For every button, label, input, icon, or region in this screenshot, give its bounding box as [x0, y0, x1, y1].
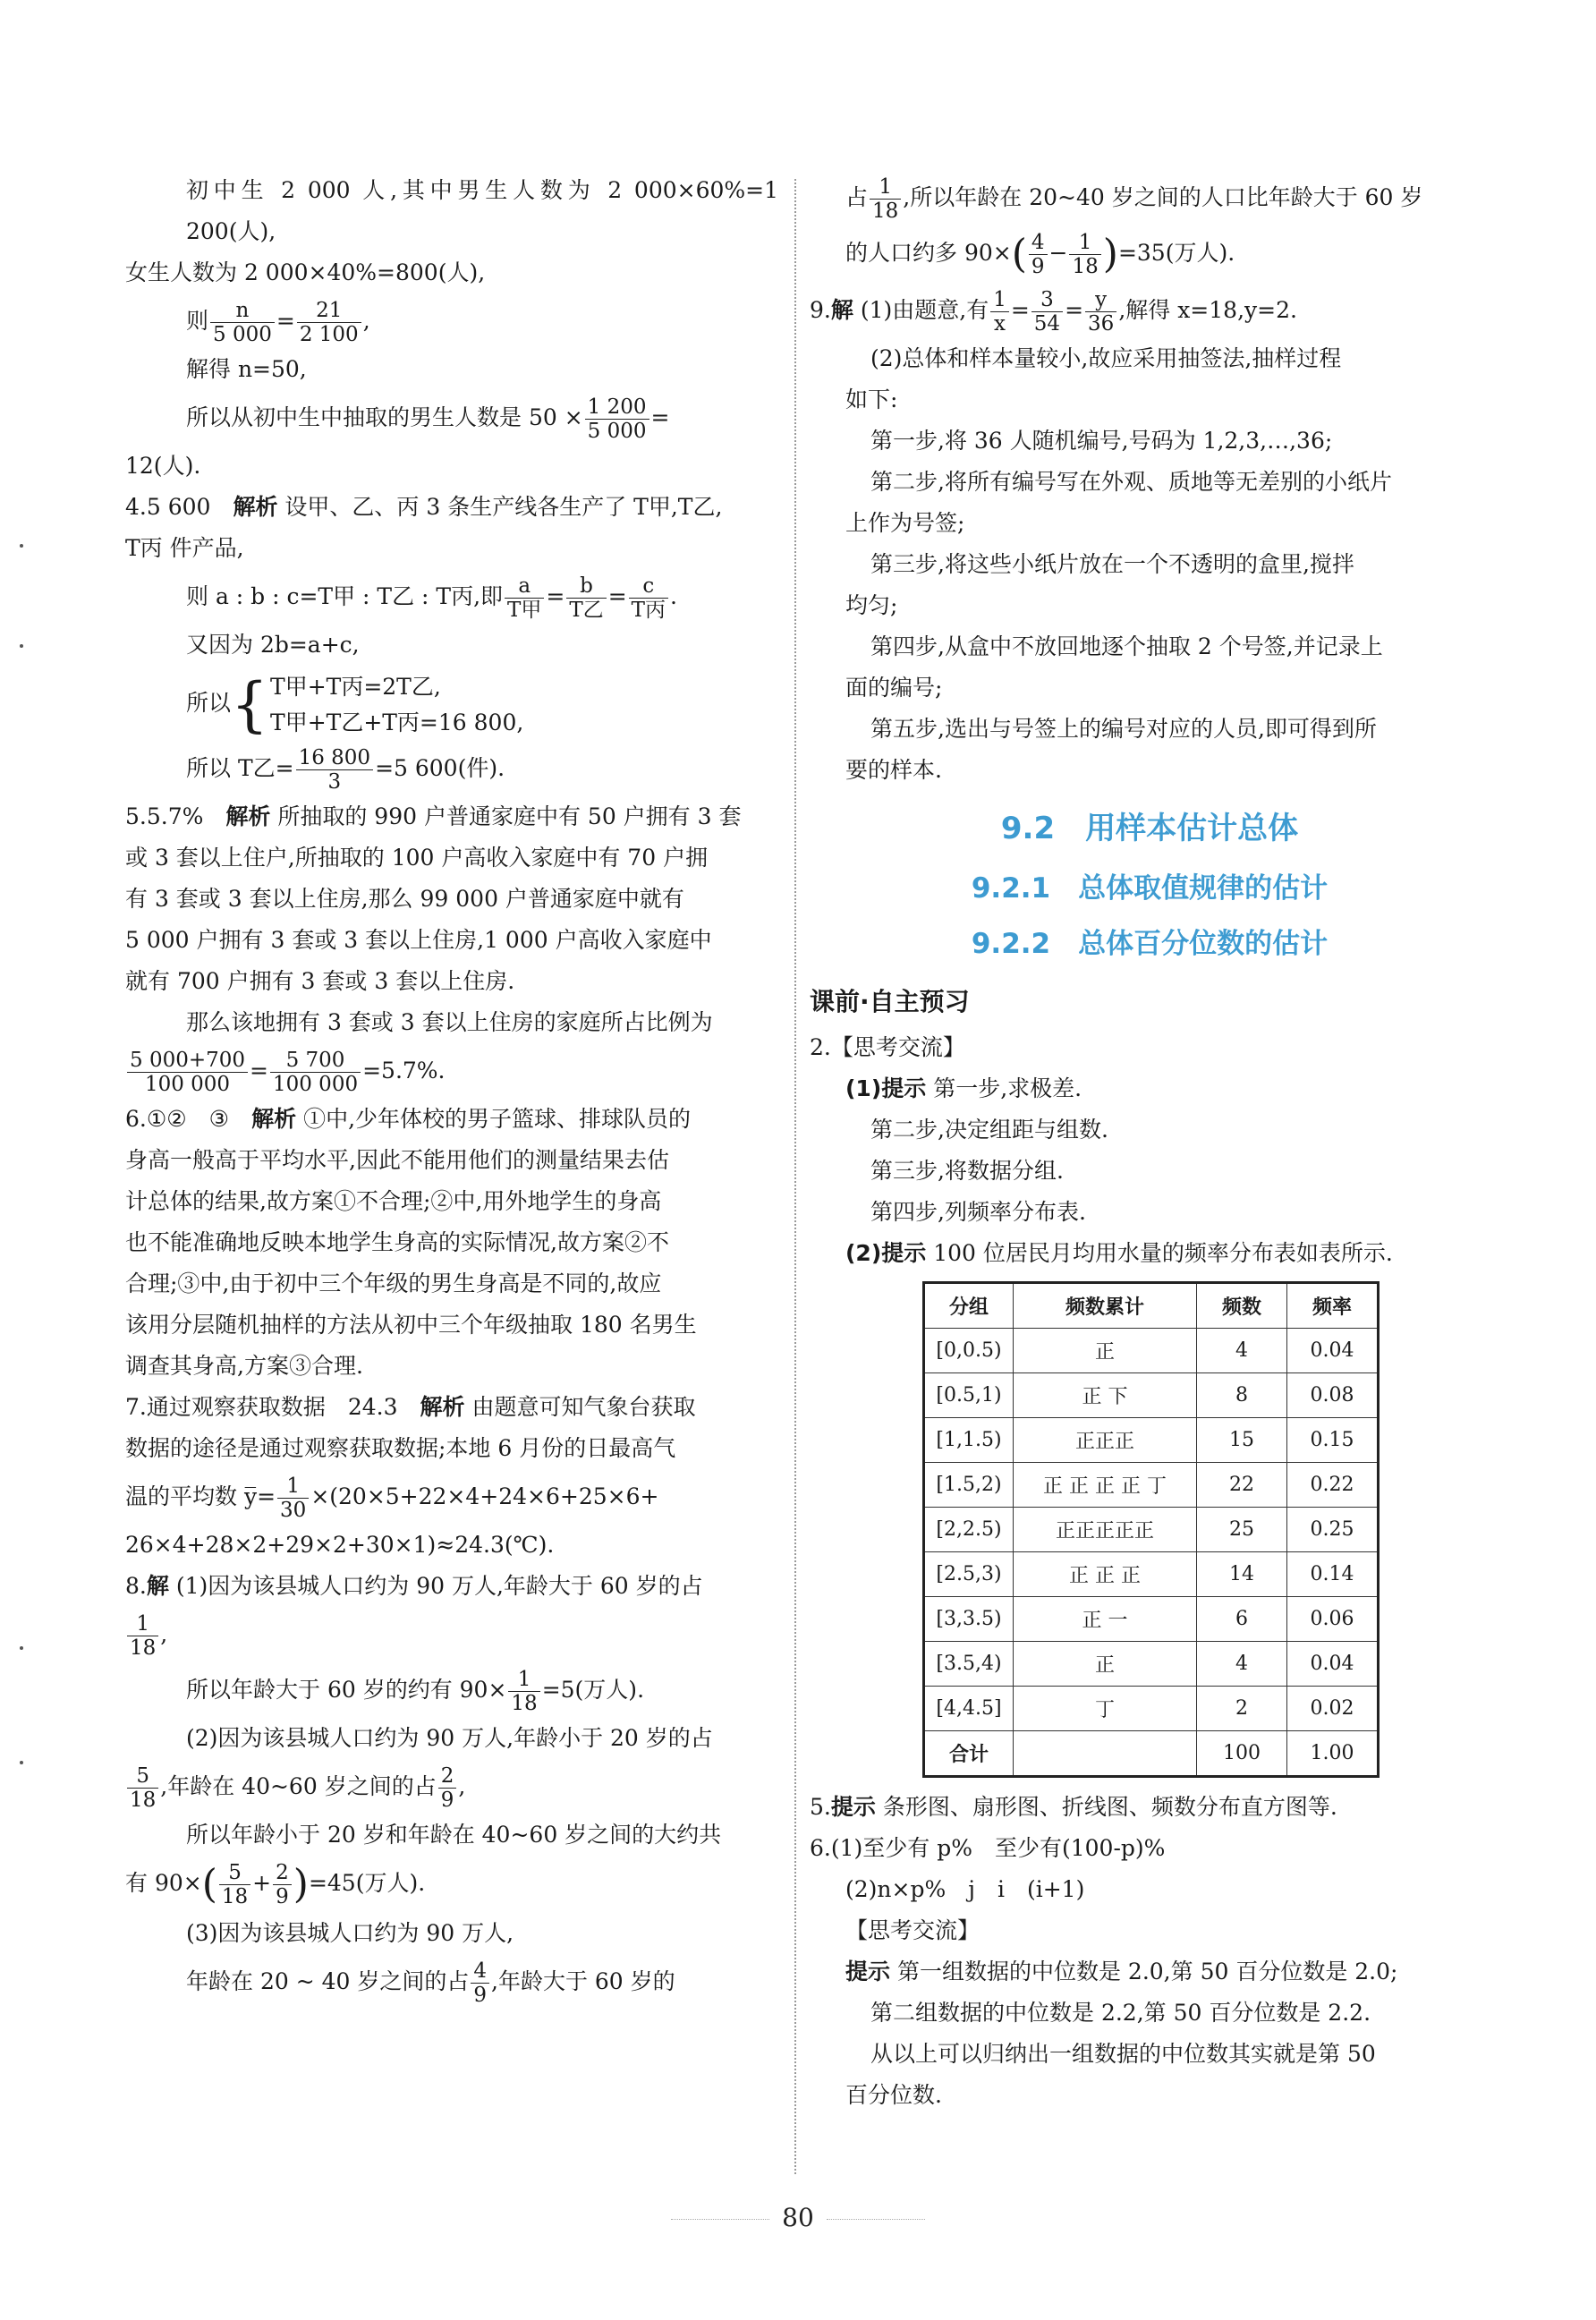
section-title-9-2-2: 9.2.2 总体百分位数的估计: [971, 927, 1329, 960]
tally-cell: 正 正 正: [1014, 1551, 1197, 1596]
table-row: [924, 1372, 1379, 1417]
column-divider: [794, 179, 796, 2174]
text-line: 6.(1)至少有 p% 至少有(100-p)%: [810, 1834, 1166, 1861]
count-cell: 100: [1197, 1730, 1287, 1776]
group-cell: [3.5,4): [924, 1641, 1014, 1686]
table-row: [924, 1641, 1379, 1686]
text-line: 第五步,选出与号签上的编号对应的人员,即可得到所: [870, 715, 1377, 742]
question-6: 6.①② ③ 解析 ①中,少年体校的男子篮球、排球队员的: [125, 1106, 692, 1132]
text-line: 解得 n=50,: [186, 356, 307, 382]
text-line: 面的编号;: [845, 674, 943, 701]
equation-line: 所以从初中生中抽取的男生人数是 50 × $\frac{1 200}{5 000}$ =: [186, 395, 670, 443]
text-line: 第三步,将数据分组.: [870, 1157, 1064, 1184]
count-cell: 14: [1197, 1551, 1287, 1596]
table-row: [924, 1551, 1379, 1596]
group-cell: [1.5,2): [924, 1462, 1014, 1507]
text-line: 第二步,决定组距与组数.: [870, 1116, 1108, 1143]
equation-line: 则 a : b : c=T甲 : T乙 : T丙,即 $\frac{a}{\text{T甲}}$ = $\frac{b}{\text{T乙}}$ = $\frac{c}{\text{T丙}}$ .: [186, 574, 677, 622]
margin-mark: [20, 1761, 23, 1764]
group-cell: [0.5,1): [924, 1372, 1014, 1417]
text-line: (3)因为该县城人口约为 90 万人,: [186, 1919, 514, 1946]
group-cell: [2,2.5): [924, 1507, 1014, 1551]
text-line: 12(人).: [125, 453, 201, 479]
table-header: 频数累计: [1014, 1282, 1197, 1328]
left-column: [125, 170, 778, 2010]
text-line: 从以上可以归纳出一组数据的中位数其实就是第 50: [870, 2040, 1376, 2067]
margin-mark: [20, 544, 23, 548]
equation-line: $\frac{5 000+700}{100 000}$ = $\frac{5 700}{100 000}$ =5.7%.: [125, 1043, 778, 1099]
question-5: 5.5.7% 解析 所抽取的 990 户普通家庭中有 50 户拥有 3 套: [125, 803, 742, 829]
text-line: 身高一般高于平均水平,因此不能用他们的测量结果去估: [125, 1147, 669, 1173]
frequency-table: [922, 1281, 1380, 1778]
group-cell: [4,4.5]: [924, 1686, 1014, 1730]
text-line: 如下:: [845, 386, 898, 412]
frequency-cell: 0.22: [1287, 1462, 1379, 1507]
table-header: 频率: [1287, 1282, 1379, 1328]
equation-system: 所以{ T甲+T丙=2T乙, T甲+T乙+T丙=16 800,: [186, 669, 524, 739]
text-line: (2)总体和样本量较小,故应采用抽签法,抽样过程: [870, 344, 1342, 371]
equation-line: $\frac{5}{18}$ ,年龄在 40~60 岁之间的占 $\frac{2}{9}$ ,: [125, 1759, 778, 1814]
table-row: [924, 1686, 1379, 1730]
text-line: 第二组数据的中位数是 2.2,第 50 百分位数是 2.2.: [870, 1999, 1371, 2026]
text-line: 合理;③中,由于初中三个年级的男生身高是不同的,故应: [125, 1270, 662, 1296]
section-title-9-2: 9.2 用样本估计总体: [1000, 810, 1299, 846]
equation-line: 则 $\frac{n}{5 000}$ = $\frac{21}{2 100}$ ,: [186, 299, 370, 346]
text-line: 均匀;: [845, 591, 898, 618]
group-cell: [1,1.5): [924, 1417, 1014, 1462]
text-line: 第一步,将 36 人随机编号,号码为 1,2,3,…,36;: [870, 427, 1333, 454]
tally-cell: 正 正 正 正 丁: [1014, 1462, 1197, 1507]
table-row: [924, 1596, 1379, 1641]
count-cell: 4: [1197, 1641, 1287, 1686]
count-cell: 15: [1197, 1417, 1287, 1462]
frequency-cell: 0.14: [1287, 1551, 1379, 1596]
page-number: 80: [0, 2203, 1596, 2232]
frequency-cell: 0.25: [1287, 1507, 1379, 1551]
text-line: 要的样本.: [845, 756, 942, 783]
equation-line: 占 $\frac{1}{18}$ ,所以年龄在 20~40 岁之间的人口比年龄大于 60 岁: [845, 175, 1423, 223]
section-title-9-2-1: 9.2.1 总体取值规律的估计: [971, 871, 1329, 905]
question-4: 4.5 600 解析 设甲、乙、丙 3 条生产线各生产了 T甲,T乙,: [125, 494, 723, 520]
count-cell: 6: [1197, 1596, 1287, 1641]
tally-cell: 丁: [1014, 1686, 1197, 1730]
hint-line: (2)提示 100 位居民月均用水量的频率分布表如表所示.: [845, 1239, 1393, 1266]
text-line: 第四步,从盒中不放回地逐个抽取 2 个号签,并记录上: [870, 633, 1383, 659]
group-cell: [0,0.5): [924, 1328, 1014, 1372]
text-line: 就有 700 户拥有 3 套或 3 套以上住房.: [125, 968, 515, 994]
frequency-cell: 0.04: [1287, 1641, 1379, 1686]
tally-cell: 正 一: [1014, 1596, 1197, 1641]
hint-line: 5.提示 条形图、扇形图、折线图、频数分布直方图等.: [810, 1793, 1337, 1820]
frequency-cell: 0.02: [1287, 1686, 1379, 1730]
text-line: 又因为 2b=a+c,: [186, 632, 360, 658]
text-line: 5 000 户拥有 3 套或 3 套以上住房,1 000 户高收入家庭中: [125, 927, 712, 953]
group-cell: 合计: [924, 1730, 1014, 1776]
text-line: (2)n×p% j i (i+1): [845, 1875, 1085, 1902]
margin-mark: [20, 1646, 23, 1650]
group-cell: [3,3.5): [924, 1596, 1014, 1641]
text-line: 初中生 2 000 人,其中男生人数为 2 000×60%=1 200(人),: [186, 177, 778, 244]
text-line: 上作为号签;: [845, 509, 965, 536]
frequency-cell: 0.15: [1287, 1417, 1379, 1462]
table-row: [924, 1417, 1379, 1462]
text-line: 数据的途径是通过观察获取数据;本地 6 月份的日最高气: [125, 1435, 676, 1461]
preview-heading: 课前·自主预习: [810, 986, 970, 1016]
table-row: [924, 1507, 1379, 1551]
text-line: 第四步,列频率分布表.: [870, 1198, 1086, 1225]
count-cell: 8: [1197, 1372, 1287, 1417]
text-line: 所以年龄小于 20 岁和年龄在 40~60 岁之间的大约共: [186, 1822, 722, 1848]
question-9: 9.解 (1)由题意,有 $\frac{1}{x}$ = $\frac{3}{54}$ = $\frac{y}{36}$ ,解得 x=18,y=2.: [810, 287, 1297, 336]
count-cell: 4: [1197, 1328, 1287, 1372]
equation-line: 年龄在 20 ~ 40 岁之间的占 $\frac{4}{9}$ ,年龄大于 60 岁的: [186, 1959, 675, 2007]
table-row: [924, 1462, 1379, 1507]
text-line: 该用分层随机抽样的方法从初中三个年级抽取 180 名男生: [125, 1312, 697, 1338]
tally-cell: 正: [1014, 1328, 1197, 1372]
question-8: 8.解 (1)因为该县城人口约为 90 万人,年龄大于 60 岁的占: [125, 1573, 703, 1599]
hint-line: (1)提示 第一步,求极差.: [845, 1075, 1082, 1101]
table-header: 分组: [924, 1282, 1014, 1328]
text-line: 有 3 套或 3 套以上住房,那么 99 000 户普通家庭中就有: [125, 886, 684, 912]
text-line: 那么该地拥有 3 套或 3 套以上住房的家庭所占比例为: [186, 1009, 713, 1035]
text-line: 调查其身高,方案③合理.: [125, 1353, 363, 1379]
text-line: 百分位数.: [845, 2081, 942, 2108]
text-line: 26×4+28×2+29×2+30×1)≈24.3(℃).: [125, 1532, 555, 1558]
tally-cell: 正正正: [1014, 1417, 1197, 1462]
question-7: 7.通过观察获取数据 24.3 解析 由题意可知气象台获取: [125, 1394, 696, 1420]
table-row: [924, 1730, 1379, 1776]
text-line: T丙 件产品,: [125, 535, 244, 561]
tally-cell: 正: [1014, 1641, 1197, 1686]
text-line: 计总体的结果,故方案①不合理;②中,用外地学生的身高: [125, 1188, 662, 1214]
text-line: 2.【思考交流】: [810, 1033, 965, 1060]
text-line: 第二步,将所有编号写在外观、质地等无差别的小纸片: [870, 468, 1392, 495]
text-line: 或 3 套以上住户,所抽取的 100 户高收入家庭中有 70 户拥: [125, 845, 709, 871]
table-header-row: [924, 1282, 1379, 1328]
frequency-cell: 0.08: [1287, 1372, 1379, 1417]
equation-line: 所以年龄大于 60 岁的约有 90× $\frac{1}{18}$ =5(万人).: [186, 1668, 645, 1715]
equation-line: 的人口约多 90×( $\frac{4}{9}$ − $\frac{1}{18}$ )=35(万人).: [845, 231, 1235, 278]
hint-line: 提示 第一组数据的中位数是 2.0,第 50 百分位数是 2.0;: [845, 1958, 1398, 1984]
equation-line: 所以 T乙= $\frac{16 800}{3}$ =5 600(件).: [186, 746, 505, 794]
table-row: [924, 1328, 1379, 1372]
right-column: [810, 170, 1490, 2116]
frequency-cell: 0.06: [1287, 1596, 1379, 1641]
frequency-cell: 0.04: [1287, 1328, 1379, 1372]
table-header: 频数: [1197, 1282, 1287, 1328]
count-cell: 25: [1197, 1507, 1287, 1551]
frequency-cell: 1.00: [1287, 1730, 1379, 1776]
tally-cell: 正 下: [1014, 1372, 1197, 1417]
text-line: 第三步,将这些小纸片放在一个不透明的盒里,搅拌: [870, 550, 1354, 577]
text-line: (2)因为该县城人口约为 90 万人,年龄小于 20 岁的占: [186, 1725, 713, 1751]
equation-line: $\frac{1}{18}$ ,: [125, 1607, 778, 1662]
equation-line: 温的平均数 y̅= $\frac{1}{30}$ ×(20×5+22×4+24×6+25×6+: [125, 1474, 659, 1522]
count-cell: 2: [1197, 1686, 1287, 1730]
group-cell: [2.5,3): [924, 1551, 1014, 1596]
margin-mark: [20, 644, 23, 648]
tally-cell: 正正正正正: [1014, 1507, 1197, 1551]
text-line: 【思考交流】: [845, 1916, 981, 1943]
text-line: 也不能准确地反映本地学生身高的实际情况,故方案②不: [125, 1229, 669, 1255]
equation-line: 有 90×( $\frac{5}{18}$ + $\frac{2}{9}$ )=45(万人).: [125, 1861, 426, 1908]
tally-cell: [1014, 1730, 1197, 1776]
text-line: 女生人数为 2 000×40%=800(人),: [125, 259, 486, 285]
count-cell: 22: [1197, 1462, 1287, 1507]
